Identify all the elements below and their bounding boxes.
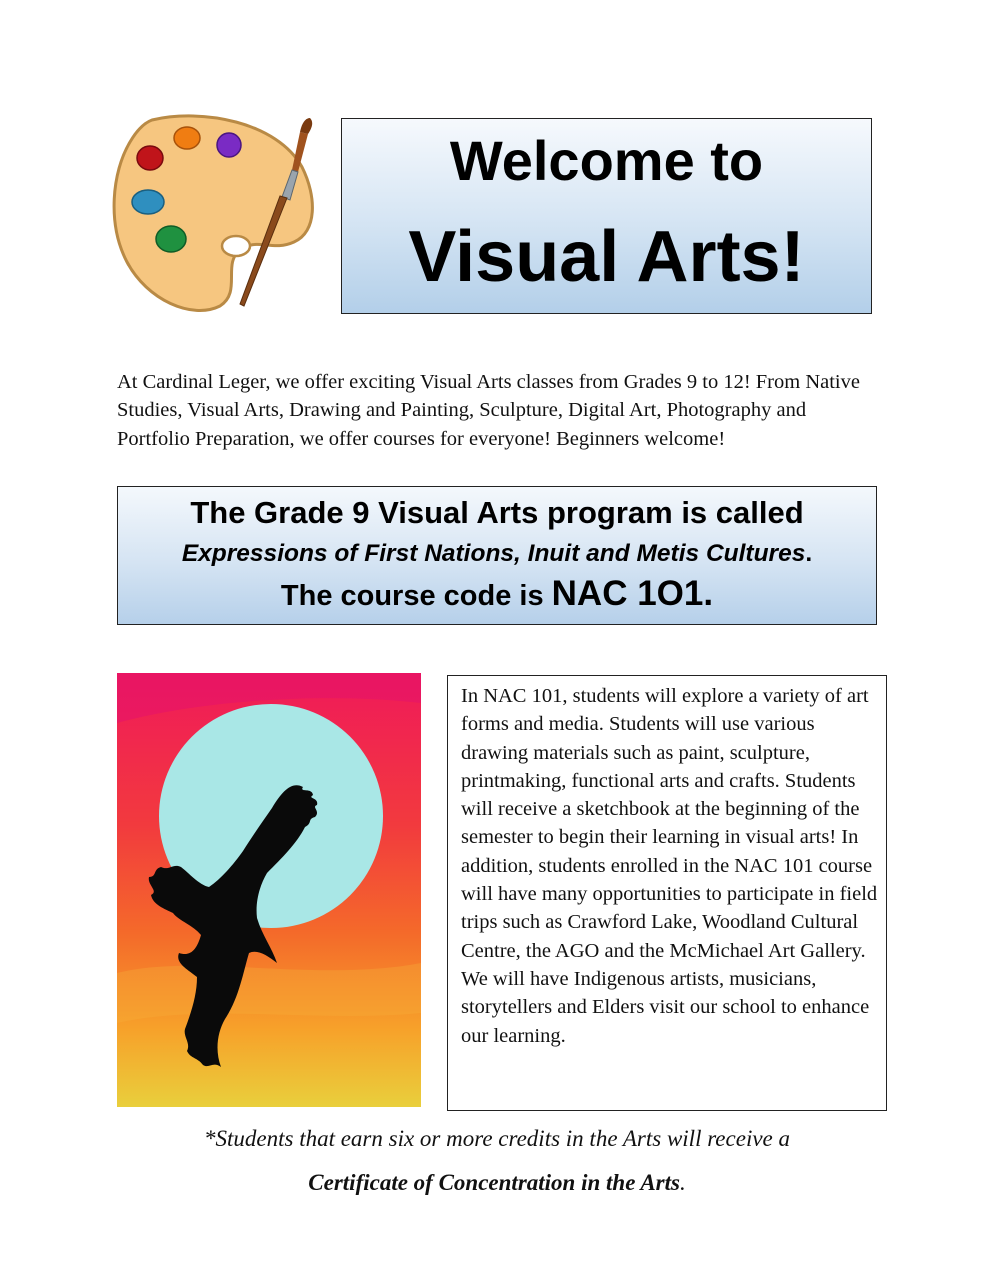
title-line-2: Visual Arts!: [408, 217, 805, 297]
eagle-sunset-painting: [117, 673, 421, 1107]
course-name-period: .: [805, 540, 813, 567]
title-banner: [341, 118, 872, 314]
course-description-box: In NAC 101, students will explore a variety of art forms and media. Students will use various drawing materials such as paint, sculpture, printmaking, functional arts and crafts. Students will receive a sketchbook at the beginning of the semester to begin their learning in visual arts! In addition, students enrolled in the NAC 101 course will have many opportunities to participate in field trips such as Crawford Lake, Woodland Cultural Centre, the AGO and the McMichael Art Gallery. We will have Indigenous artists, musicians, storytellers and Elders visit our school to enhance our learning.: [447, 675, 887, 1111]
course-code: NAC 1O1.: [551, 574, 714, 613]
course-name: Expressions of First Nations, Inuit and Metis Cultures: [181, 540, 806, 567]
program-heading: The Grade 9 Visual Arts program is called: [190, 495, 804, 530]
credits-footnote: *Students that earn six or more credits in the Arts will receive a: [204, 1126, 790, 1151]
course-name-line: [118, 538, 876, 570]
title-line-1: Welcome to: [449, 129, 764, 192]
course-code-prefix: The course code is: [280, 580, 552, 612]
intro-paragraph: At Cardinal Leger, we offer exciting Visual Arts classes from Grades 9 to 12! From Native Studies, Visual Arts, Drawing and Painting, Sculpture, Digital Art, Photography and Portfolio Preparation, we offer courses for everyone! Beginners welcome!: [117, 371, 860, 450]
paint-palette-icon: [112, 112, 322, 317]
certificate-period: .: [679, 1170, 686, 1195]
certificate-line: [0, 1168, 994, 1198]
certificate-name: Certificate of Concentration in the Arts: [308, 1170, 680, 1195]
course-code-line: [118, 572, 876, 618]
program-banner: [117, 486, 877, 625]
